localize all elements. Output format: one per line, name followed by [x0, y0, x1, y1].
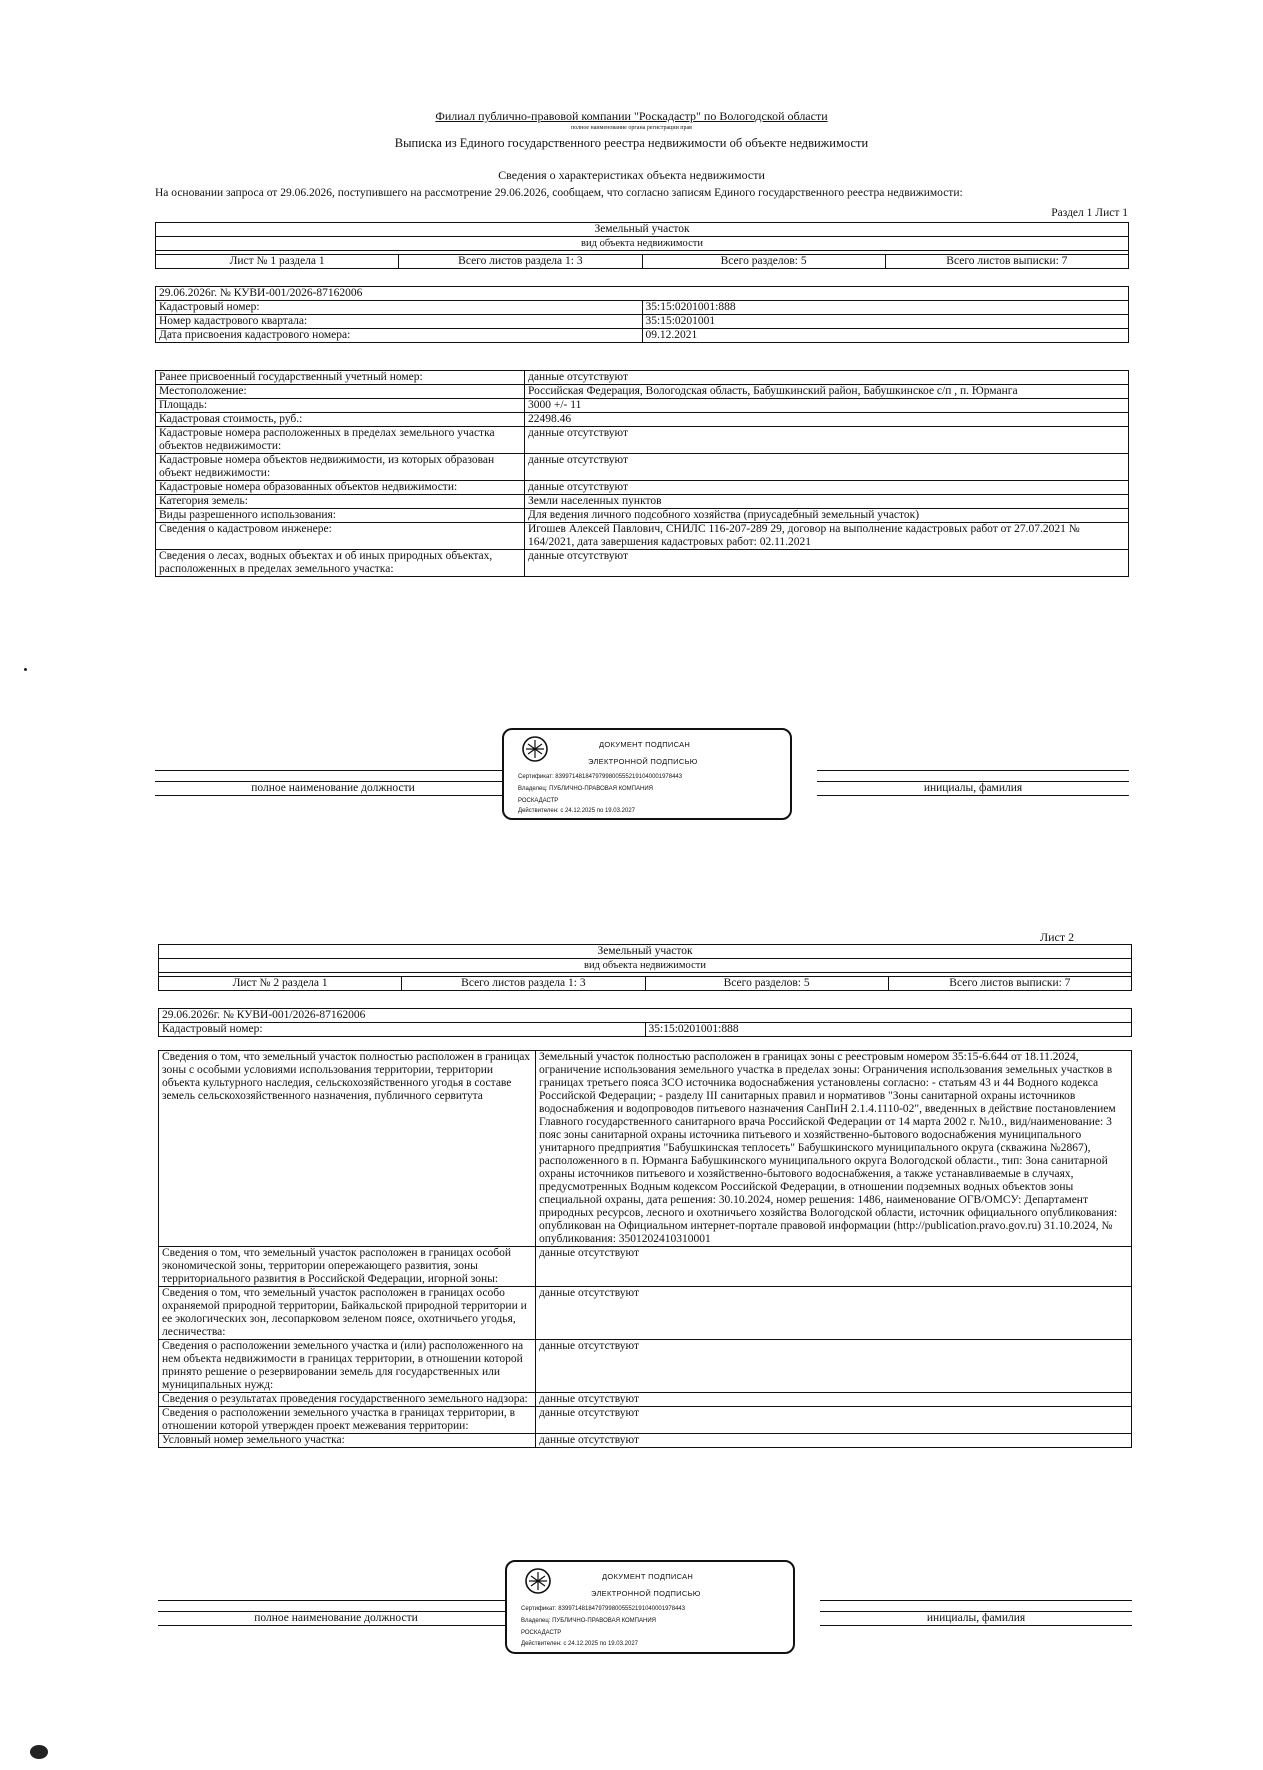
table-row	[156, 329, 1129, 343]
stamp-valid: Действителен: с 24.12.2025 по 19.03.2027	[518, 808, 635, 814]
row-label: Местоположение:	[156, 385, 525, 399]
row-value: данные отсутствуют	[536, 1287, 1132, 1340]
extract-sheets: Всего листов выписки: 7	[885, 255, 1128, 269]
row-label: Виды разрешенного использования:	[156, 509, 525, 523]
row-value: данные отсутствуют	[536, 1247, 1132, 1287]
table-row	[156, 454, 1129, 481]
row-label: Дата присвоения кадастрового номера:	[156, 329, 643, 343]
table-row	[156, 495, 1129, 509]
p2-cad-value: 35:15:0201001:888	[645, 1023, 1132, 1037]
sections-total: Всего разделов: 5	[642, 255, 885, 269]
doc-reference: 29.06.2026г. № КУВИ-001/2026-87162006	[156, 287, 1129, 301]
row-label: Кадастровый номер:	[156, 301, 643, 315]
sheets-total: Всего листов раздела 1: 3	[399, 255, 642, 269]
table-row	[156, 413, 1129, 427]
table-row	[159, 1247, 1132, 1287]
table-row	[156, 371, 1129, 385]
table-row	[159, 1407, 1132, 1434]
row-value: Земельный участок полностью расположен в границах зоны с реестровым номером 35:15-6.644 от 18.11.2024, ограничение использования земельного участка в пределах зоны: Ограничения использования земельных участков в границах третьего пояса ЗСО источника водоснабжения установлены согласно: - статьям 43 и 44 Водного кодекса Российской Федерации; - разделу III санитарных правил и нормативов "Зоны санитарной охраны источников водоснабжения и водопроводов питьевого назначения СанПиН 2.1.4.1110-02", введенных в действие постановлением Главного государственного санитарного врача Российской Федерации от 14 марта 2002 г. №10., вид/наименование: 3 пояс зоны санитарной охраны источника питьевого и хозяйственно-бытового водоснабжения муниципального унитарного предприятия "Бабушкинская теплосеть" Бабушкинского муниципального округа (скважина №2867), расположенного в п. Юрманга Бабушкинского муниципального округа Вологодской области., тип: Зона санитарной охраны источников питьевого и хозяйственно-бытового водоснабжения, а также устанавливаемые в случаях, предусмотренных Водным кодексом Российской Федерации, в отношении подземных водных объектов зоны специальной охраны, дата решения: 30.10.2024, номер решения: 1486, наименование ОГВ/ОМСУ: Департамент природных ресурсов, лесного и охотничьего хозяйства Вологодской области, источник официального опубликования: опубликован на Официальном интернет-портале правовой информации (http://publication.pravo.gov.ru) 31.10.2024, № опубликования: 3501202410310001	[536, 1051, 1132, 1247]
row-value: данные отсутствуют	[525, 371, 1129, 385]
row-value: 35:15:0201001	[642, 315, 1129, 329]
row-label: Сведения о том, что земельный участок расположен в границах особо охраняемой природной территории, Байкальской природной территории и ее экологических зон, лесопарковом зеленом поясе, охотничьего угодья, лесничества:	[159, 1287, 536, 1340]
row-label: Сведения о кадастровом инженере:	[156, 523, 525, 550]
org-caption: полное наименование органа регистрации прав	[570, 125, 693, 131]
p2-cad-label: Кадастровый номер:	[159, 1023, 646, 1037]
stamp-cert: Сертификат: 83997148184797998005552191040001978443	[521, 1606, 686, 1612]
row-label: Сведения о том, что земельный участок расположен в границах особой экономической зоны, территории опережающего развития, зоны территориального развития в Российской Федерации, игорной зоны:	[159, 1247, 536, 1287]
stamp-line2: ЭЛЕКТРОННОЙ ПОДПИСЬЮ	[588, 757, 698, 766]
row-value: данные отсутствуют	[525, 427, 1129, 454]
page1-rows-table	[155, 370, 1129, 577]
table-row	[156, 427, 1129, 454]
table-row	[156, 301, 1129, 315]
stamp-line2: ЭЛЕКТРОННОЙ ПОДПИСЬЮ	[591, 1589, 701, 1598]
row-label: Кадастровые номера образованных объектов недвижимости:	[156, 481, 525, 495]
stamp-owner: Владелец: ПУБЛИЧНО-ПРАВОВАЯ КОМПАНИЯ	[518, 786, 653, 792]
row-value: данные отсутствуют	[525, 550, 1129, 577]
p2-sheet-number: Лист № 2 раздела 1	[159, 977, 402, 991]
stamp-valid: Действителен: с 24.12.2025 по 19.03.2027	[521, 1641, 638, 1647]
table-row	[156, 481, 1129, 495]
page2-sheet-label: Лист 2	[1040, 930, 1075, 944]
scan-dot	[24, 668, 27, 671]
row-label: Сведения о лесах, водных объектах и об иных природных объектах, расположенных в пределах земельного участка:	[156, 550, 525, 577]
row-label: Сведения о результатах проведения государственного земельного надзора:	[159, 1393, 536, 1407]
row-label: Сведения о расположении земельного участка в границах территории, в отношении которой утвержден проект межевания территории:	[159, 1407, 536, 1434]
sheet-number: Лист № 1 раздела 1	[156, 255, 399, 269]
object-caption: вид объекта недвижимости	[156, 237, 1129, 251]
table-row	[159, 1434, 1132, 1448]
stamp-owner: Владелец: ПУБЛИЧНО-ПРАВОВАЯ КОМПАНИЯ	[521, 1618, 656, 1624]
row-value: данные отсутствуют	[536, 1434, 1132, 1448]
initials-caption-2: инициалы, фамилия	[820, 1612, 1132, 1626]
org-name: Филиал публично-правовой компании "Роскадастр" по Вологодской области	[435, 109, 828, 123]
row-value: 09.12.2021	[642, 329, 1129, 343]
position-caption: полное наименование должности	[155, 782, 511, 796]
table-row	[159, 1287, 1132, 1340]
page1-top-table	[155, 286, 1129, 343]
row-value: данные отсутствуют	[536, 1407, 1132, 1434]
row-label: Кадастровые номера расположенных в пределах земельного участка объектов недвижимости:	[156, 427, 525, 454]
stamp-cert: Сертификат: 83997148184797998005552191040001978443	[518, 774, 683, 780]
page2-head-table	[158, 944, 1132, 991]
row-value: 35:15:0201001:888	[642, 301, 1129, 315]
stamp-owner2: РОСКАДАСТР	[518, 798, 559, 804]
row-label: Номер кадастрового квартала:	[156, 315, 643, 329]
doc-subtitle: Сведения о характеристиках объекта недвижимости	[498, 168, 765, 182]
stamp-line1: ДОКУМЕНТ ПОДПИСАН	[599, 740, 691, 749]
row-label: Площадь:	[156, 399, 525, 413]
table-row	[156, 385, 1129, 399]
row-value: Земли населенных пунктов	[525, 495, 1129, 509]
row-value: данные отсутствуют	[536, 1393, 1132, 1407]
roskadastr-logo-icon	[522, 736, 548, 762]
row-label: Кадастровые номера объектов недвижимости, из которых образован объект недвижимости:	[156, 454, 525, 481]
row-label: Ранее присвоенный государственный учетный номер:	[156, 371, 525, 385]
table-row	[156, 550, 1129, 577]
row-value: Игошев Алексей Павлович, СНИЛС 116-207-289 29, договор на выполнение кадастровых работ от 27.07.2021 № 164/2021, дата завершения кадастровых работ: 02.11.2021	[525, 523, 1129, 550]
row-value: данные отсутствуют	[525, 481, 1129, 495]
table-row	[156, 509, 1129, 523]
row-label: Условный номер земельного участка:	[159, 1434, 536, 1448]
row-value: 22498.46	[525, 413, 1129, 427]
p2-sections-total: Всего разделов: 5	[645, 977, 888, 991]
esign-stamp-1	[502, 728, 792, 820]
table-row	[156, 399, 1129, 413]
row-label: Сведения о расположении земельного участка и (или) расположенного на нем объекта недвижимости в границах территории, в отношении которой принято решение о резервировании земель для государственных или муниципальных нужд:	[159, 1340, 536, 1393]
stamp-owner2: РОСКАДАСТР	[521, 1630, 562, 1636]
row-value: 3000 +/- 11	[525, 399, 1129, 413]
p2-doc-reference: 29.06.2026г. № КУВИ-001/2026-87162006	[159, 1009, 1132, 1023]
roskadastr-logo-icon	[525, 1568, 551, 1594]
p2-extract-sheets: Всего листов выписки: 7	[888, 977, 1131, 991]
row-label: Сведения о том, что земельный участок полностью расположен в границах зоны с особыми условиями использования территории, территории объекта культурного наследия, сельскохозяйственного угодья в составе земель сельскохозяйственного назначения, публичного сервитута	[159, 1051, 536, 1247]
page1-head-table	[155, 222, 1129, 269]
esign-stamp-2	[505, 1560, 795, 1654]
row-label: Кадастровая стоимость, руб.:	[156, 413, 525, 427]
stamp-line1: ДОКУМЕНТ ПОДПИСАН	[602, 1572, 694, 1581]
p2-object-type: Земельный участок	[159, 945, 1132, 959]
table-row	[159, 1340, 1132, 1393]
doc-title: Выписка из Единого государственного реестра недвижимости об объекте недвижимости	[394, 136, 869, 150]
position-caption-2: полное наименование должности	[158, 1612, 514, 1626]
p2-sheets-total: Всего листов раздела 1: 3	[402, 977, 645, 991]
initials-caption: инициалы, фамилия	[817, 782, 1129, 796]
page2-rows-table	[158, 1050, 1132, 1448]
scan-smudge	[30, 1745, 48, 1759]
page2-top-table	[158, 1008, 1132, 1037]
table-row	[159, 1051, 1132, 1247]
row-value: данные отсутствуют	[536, 1340, 1132, 1393]
intro-text: На основании запроса от 29.06.2026, поступившего на рассмотрение 29.06.2026, сообщаем, что согласно записям Единого государственного реестра недвижимости:	[155, 187, 963, 199]
table-row	[156, 315, 1129, 329]
table-row	[156, 523, 1129, 550]
row-value: Для ведения личного подсобного хозяйства (приусадебный земельный участок)	[525, 509, 1129, 523]
row-label: Категория земель:	[156, 495, 525, 509]
table-row	[159, 1393, 1132, 1407]
section-label: Раздел 1 Лист 1	[1051, 207, 1128, 219]
p2-object-caption: вид объекта недвижимости	[159, 959, 1132, 973]
row-value: данные отсутствуют	[525, 454, 1129, 481]
object-type: Земельный участок	[156, 223, 1129, 237]
row-value: Российская Федерация, Вологодская область, Бабушкинский район, Бабушкинское с/п , п. Юрманга	[525, 385, 1129, 399]
